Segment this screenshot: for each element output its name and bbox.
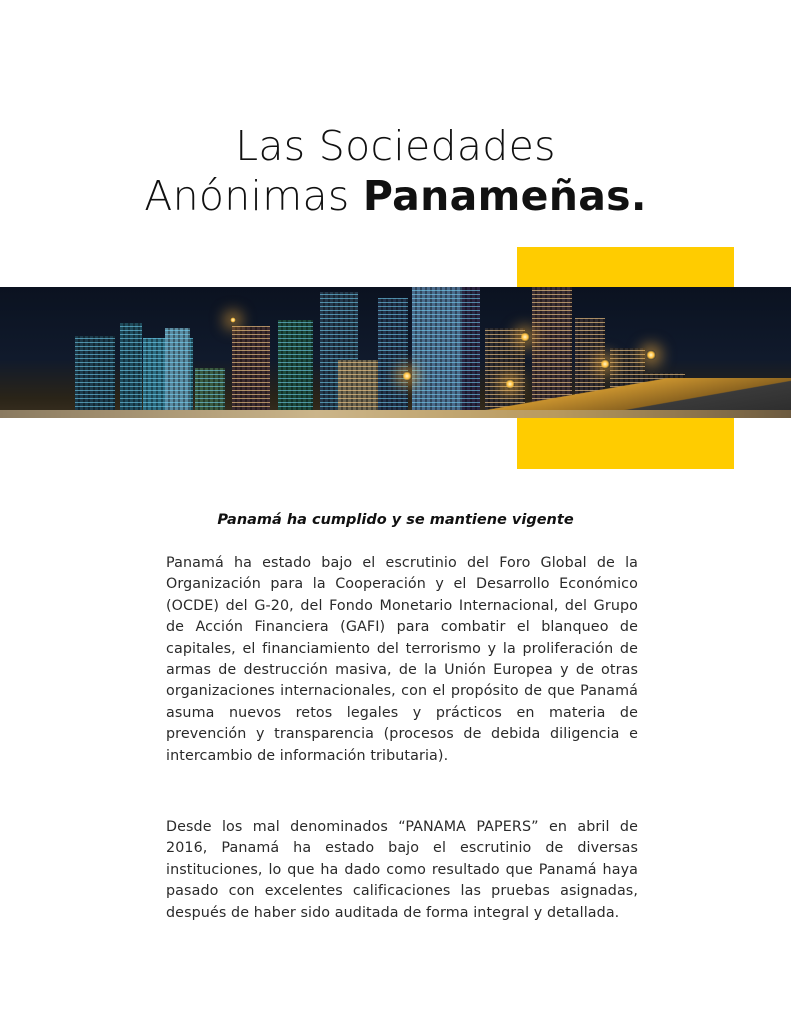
street-light — [402, 371, 412, 381]
title-line-2-regular: Anónimas — [144, 172, 363, 220]
street-light — [646, 350, 656, 360]
building — [75, 336, 115, 418]
street-light — [600, 359, 610, 369]
building — [120, 323, 142, 418]
building — [378, 298, 408, 418]
building — [412, 287, 462, 418]
street-light — [520, 332, 530, 342]
title-line-1: Las Sociedades — [235, 122, 556, 170]
title-line-2-bold: Panameñas. — [362, 172, 647, 220]
body-paragraph-1: Panamá ha estado bajo el escrutinio del Foro Global de la Organización para la Cooperación y el Desarrollo Económico (OCDE) del G-20, del Fondo Monetario Internacional, del Grupo de Acción Financiera (GAFI) para combatir el blanqueo de capitales, el financiamiento del terrorismo y la proliferación de armas de destrucción masiva, de la Unión Europea y de otras organizaciones internacionales, con el propósito de que Panamá asuma nuevos retos legales y prácticos en materia de prevención y transparencia (procesos de debida diligencia e intercambio de información tributaria). — [166, 555, 638, 764]
building — [165, 328, 190, 418]
ground-strip — [0, 410, 791, 418]
section-subtitle: Panamá ha cumplido y se mantiene vigente — [217, 512, 574, 528]
page-title — [0, 121, 791, 221]
building — [278, 320, 313, 418]
body-paragraph-2: Desde los mal denominados “PANAMA PAPERS” en abril de 2016, Panamá ha estado bajo el escrutinio de diversas instituciones, lo que ha dado como resultado que Panamá haya pasado con excelentes calificaciones las pruebas asignadas, después de haber sido auditada de forma integral y detallada. — [166, 819, 638, 921]
city-skyline-banner-image — [0, 287, 791, 418]
building — [232, 326, 270, 418]
street-light — [230, 317, 236, 323]
